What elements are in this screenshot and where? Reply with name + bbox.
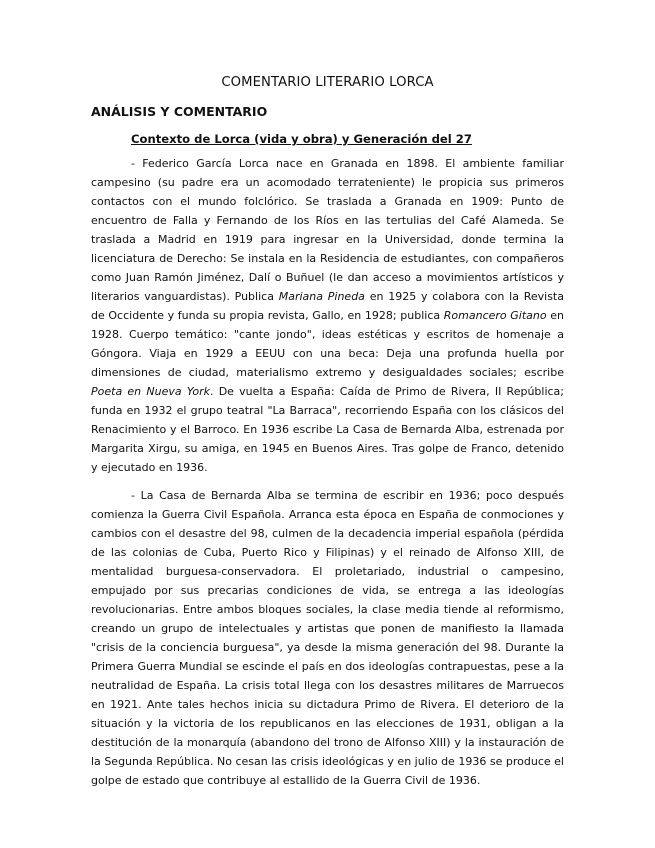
paragraph-historical-context: - La Casa de Bernarda Alba se termina de escribir en 1936; poco después comienza la Guerra Civil Española. Arranca esta época en España de conmociones y cambios con el desastre del 98, culmen de la decadencia imperial española (pérdida de las colonias de Cuba, Puerto Rico y Filipinas) y el reinado de Alfonso XIII, de mentalidad burguesa-conservadora. El proletariado, industrial o campesino, empujado por sus precarias condiciones de vida, se entrega a las ideologías revolucionarias. Entre ambos bloques sociales, la clase media tiende al reformismo, creando un grupo de intelectuales y artistas que ponen de manifiesto la llamada "crisis de la conciencia burguesa", ya desde la misma generación del 98. Durante la Primera Guerra Mundial se escinde el país en dos ideologías contrapuestas, pese a la neutralidad de España. La crisis total llega con los desastres militares de Marruecos en 1921. Ante tales hechos inicia su dictadura Primo de Rivera. El deterioro de la situación y la victoria de los republicanos en las elecciones de 1931, obligan a la destitución de la monarquía (abandono del trono de Alfonso XIII) y la instauración de la Segunda República. No cesan las crisis ideológicas y en julio de 1936 se produce el golpe de estado que contribuye al estallido de la Guerra Civil de 1936. xyxy=(91,489,564,787)
document-page xyxy=(91,74,564,799)
paragraph-text: en 1925 y colabora con la Revista de Occidente y funda su propia revista, Gallo, en 1928; publica xyxy=(91,290,564,322)
section-heading: ANÁLISIS Y COMENTARIO xyxy=(91,104,268,119)
subsection-heading: Contexto de Lorca (vida y obra) y Generación del 27 xyxy=(131,132,472,146)
paragraph-biography xyxy=(91,154,564,477)
work-title-mariana-pineda: Mariana Pineda xyxy=(278,290,365,303)
paragraph-text: - Federico García Lorca nace en Granada en 1898. El ambiente familiar campesino (su padre era un acomodado terrateniente) le propicia sus primeros contactos con el mundo folclórico. Se traslada a Granada en 1909: Punto de encuentro de Falla y Fernando de los Ríos en las tertulias del Café Alameda. Se traslada a Madrid en 1919 para ingresar en la Universidad, donde termina la licenciatura de Derecho: Se instala en la Residencia de estudiantes, con compañeros como Juan Ramón Jiménez, Dalí o Buñuel (le dan acceso a movimientos artísticos y literarios vanguardistas). Publica xyxy=(91,157,564,303)
paragraph-text: en 1928. Cuerpo temático: "cante jondo", ideas estéticas y escritos de homenaje a Góngora. Viaja en 1929 a EEUU con una beca: Deja una profunda huella por dimensiones de ciudad, materialismo extremo y desigualdades sociales; escribe xyxy=(91,309,565,379)
document-title: COMENTARIO LITERARIO LORCA xyxy=(221,75,434,90)
work-title-romancero-gitano: Romancero Gitano xyxy=(443,309,547,322)
work-title-poeta-en-nueva-york: Poeta en Nueva York xyxy=(91,385,210,398)
paragraph-text: . De vuelta a España: Caída de Primo de Rivera, II República; funda en 1932 el grupo teatral "La Barraca", recorriendo España con los clásicos del Renacimiento y el Barroco. En 1936 escribe La Casa de Bernarda Alba, estrenada por Margarita Xirgu, su amiga, en 1945 en Buenos Aires. Tras golpe de Franco, detenido y ejecutado en 1936. xyxy=(91,385,565,474)
